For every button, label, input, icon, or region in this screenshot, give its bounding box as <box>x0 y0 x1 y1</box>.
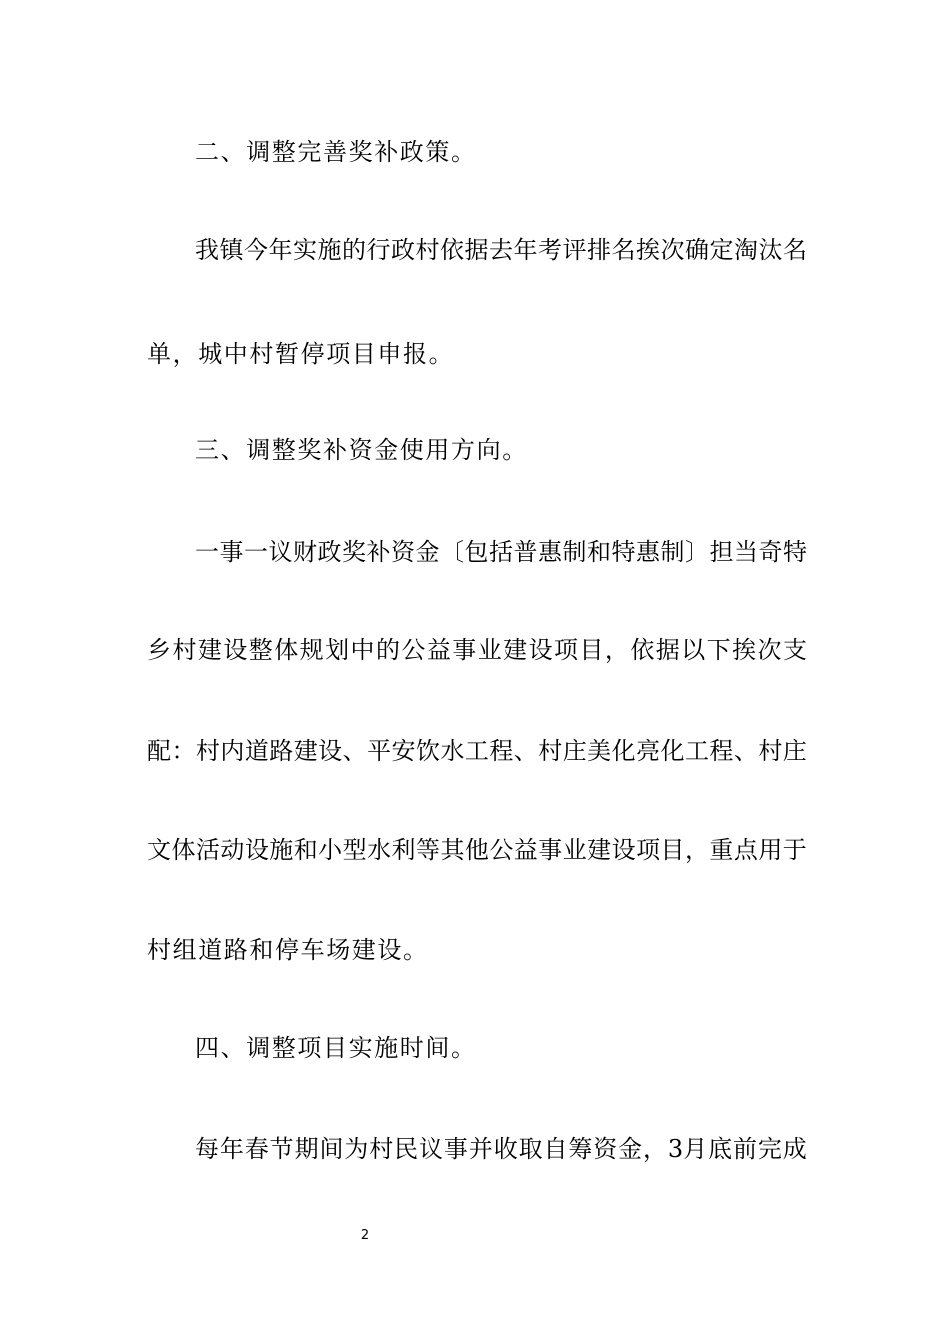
page-number: 2 <box>360 1228 370 1243</box>
paragraph-line: 我 镇 今 年 实 施 的 行 政 村 依 据 去 年 考 评 排 名 挨 次 确 定 淘 汰 名 <box>195 236 807 264</box>
paragraph-line: 单，城中村暂停项目申报。 <box>147 340 455 368</box>
paragraph-line: 文 体 活 动 设 施 和 小 型 水 利 等 其 他 公 益 事 业 建 设 项 目 ， 重 点 用 于 <box>147 836 807 864</box>
paragraph-line: 村组道路和停车场建设。 <box>147 936 429 964</box>
paragraph-line: 每 年 春 节 期 间 为 村 民 议 事 并 收 取 自 筹 资 金 ， 3月 底 前 完 成 <box>195 1135 807 1163</box>
paragraph-line: 配 ： 村 内 道 路 建 设 、 平 安 饮 水 工 程 、 村 庄 美 化 亮 化 工 程 、 村 庄 <box>147 737 807 765</box>
heading-adjust-fund-direction: 三、调整奖补资金使用方向。 <box>195 436 528 464</box>
heading-adjust-implementation-time: 四、调整项目实施时间。 <box>195 1034 477 1062</box>
paragraph-line: 一 事 一 议 财 政 奖 补 资 金 〔 包 括 普 惠 制 和 特 惠 制 〕 担 当 奇 特 <box>195 538 807 566</box>
paragraph-line: 乡 村 建 设 整 体 规 划 中 的 公 益 事 业 建 设 项 目 ， 依 据 以 下 挨 次 支 <box>147 636 807 664</box>
heading-adjust-reward-policy: 二、调整完善奖补政策。 <box>195 138 477 166</box>
